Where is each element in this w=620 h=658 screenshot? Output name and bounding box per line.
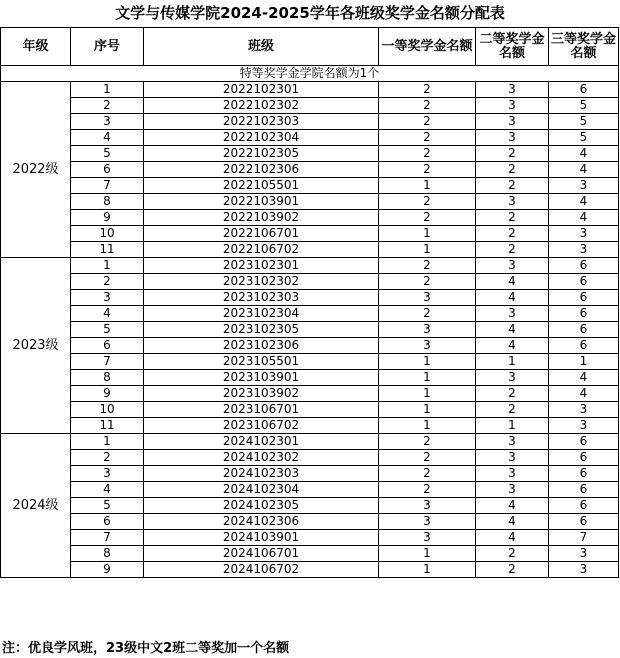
class-cell: 2023106701 <box>144 402 379 418</box>
class-cell: 2024102304 <box>144 482 379 498</box>
third-prize-cell: 6 <box>549 514 619 530</box>
third-prize-cell: 5 <box>549 98 619 114</box>
third-prize-cell: 4 <box>549 146 619 162</box>
class-cell: 2022103902 <box>144 210 379 226</box>
table-row <box>1 418 619 434</box>
second-prize-cell: 4 <box>476 514 549 530</box>
class-cell: 2022105501 <box>144 178 379 194</box>
table-row <box>1 498 619 514</box>
class-cell: 2024102301 <box>144 434 379 450</box>
seq-cell: 8 <box>71 370 144 386</box>
first-prize-cell: 3 <box>379 322 476 338</box>
first-prize-cell: 2 <box>379 98 476 114</box>
seq-cell: 10 <box>71 226 144 242</box>
second-prize-cell: 2 <box>476 162 549 178</box>
class-cell: 2024102306 <box>144 514 379 530</box>
seq-cell: 5 <box>71 146 144 162</box>
table-row <box>1 210 619 226</box>
table-row <box>1 370 619 386</box>
header-class: 班级 <box>144 28 379 66</box>
table-row <box>1 562 619 578</box>
header-second-prize: 二等奖学金名额 <box>476 28 549 66</box>
class-cell: 2023102301 <box>144 258 379 274</box>
third-prize-cell: 3 <box>549 226 619 242</box>
seq-cell: 4 <box>71 130 144 146</box>
seq-cell: 3 <box>71 290 144 306</box>
table-row <box>1 434 619 450</box>
second-prize-cell: 2 <box>476 562 549 578</box>
table-row <box>1 482 619 498</box>
class-cell: 2022106702 <box>144 242 379 258</box>
second-prize-cell: 2 <box>476 386 549 402</box>
third-prize-cell: 6 <box>549 258 619 274</box>
first-prize-cell: 3 <box>379 498 476 514</box>
first-prize-cell: 2 <box>379 162 476 178</box>
second-prize-cell: 3 <box>476 82 549 98</box>
class-cell: 2022102304 <box>144 130 379 146</box>
class-cell: 2022102306 <box>144 162 379 178</box>
second-prize-cell: 2 <box>476 210 549 226</box>
table-row <box>1 290 619 306</box>
seq-cell: 11 <box>71 418 144 434</box>
first-prize-cell: 1 <box>379 418 476 434</box>
seq-cell: 6 <box>71 162 144 178</box>
table-row <box>1 258 619 274</box>
second-prize-cell: 2 <box>476 546 549 562</box>
seq-cell: 5 <box>71 498 144 514</box>
class-cell: 2024102302 <box>144 450 379 466</box>
third-prize-cell: 6 <box>549 482 619 498</box>
second-prize-cell: 1 <box>476 354 549 370</box>
seq-cell: 9 <box>71 562 144 578</box>
second-prize-cell: 3 <box>476 434 549 450</box>
table-row <box>1 466 619 482</box>
class-cell: 2022103901 <box>144 194 379 210</box>
second-prize-cell: 3 <box>476 194 549 210</box>
class-cell: 2023105501 <box>144 354 379 370</box>
seq-cell: 6 <box>71 514 144 530</box>
third-prize-cell: 1 <box>549 354 619 370</box>
seq-cell: 2 <box>71 274 144 290</box>
seq-cell: 9 <box>71 210 144 226</box>
seq-cell: 3 <box>71 114 144 130</box>
third-prize-cell: 5 <box>549 114 619 130</box>
second-prize-cell: 3 <box>476 466 549 482</box>
seq-cell: 5 <box>71 322 144 338</box>
special-prize-row <box>1 66 619 82</box>
seq-cell: 9 <box>71 386 144 402</box>
seq-cell: 7 <box>71 530 144 546</box>
first-prize-cell: 2 <box>379 146 476 162</box>
seq-cell: 1 <box>71 82 144 98</box>
first-prize-cell: 2 <box>379 306 476 322</box>
seq-cell: 10 <box>71 402 144 418</box>
class-cell: 2023102303 <box>144 290 379 306</box>
third-prize-cell: 4 <box>549 370 619 386</box>
first-prize-cell: 2 <box>379 82 476 98</box>
first-prize-cell: 1 <box>379 242 476 258</box>
second-prize-cell: 4 <box>476 530 549 546</box>
class-cell: 2023106702 <box>144 418 379 434</box>
class-cell: 2022106701 <box>144 226 379 242</box>
second-prize-cell: 3 <box>476 98 549 114</box>
first-prize-cell: 2 <box>379 274 476 290</box>
table-row <box>1 114 619 130</box>
seq-cell: 7 <box>71 354 144 370</box>
table-row <box>1 98 619 114</box>
table-row <box>1 274 619 290</box>
first-prize-cell: 2 <box>379 258 476 274</box>
second-prize-cell: 1 <box>476 418 549 434</box>
seq-cell: 4 <box>71 482 144 498</box>
first-prize-cell: 2 <box>379 434 476 450</box>
page-title: 文学与传媒学院2024-2025学年各班级奖学金名额分配表 <box>115 4 505 22</box>
first-prize-cell: 1 <box>379 402 476 418</box>
table-row <box>1 130 619 146</box>
table-row <box>1 546 619 562</box>
table-row <box>1 194 619 210</box>
seq-cell: 1 <box>71 434 144 450</box>
class-cell: 2023102302 <box>144 274 379 290</box>
second-prize-cell: 2 <box>476 146 549 162</box>
seq-cell: 11 <box>71 242 144 258</box>
second-prize-cell: 4 <box>476 498 549 514</box>
class-cell: 2023103902 <box>144 386 379 402</box>
seq-cell: 7 <box>71 178 144 194</box>
grade-cell: 2024级 <box>1 434 71 578</box>
second-prize-cell: 4 <box>476 290 549 306</box>
first-prize-cell: 2 <box>379 466 476 482</box>
first-prize-cell: 2 <box>379 210 476 226</box>
second-prize-cell: 4 <box>476 338 549 354</box>
first-prize-cell: 1 <box>379 386 476 402</box>
third-prize-cell: 6 <box>549 338 619 354</box>
second-prize-cell: 3 <box>476 258 549 274</box>
seq-cell: 2 <box>71 98 144 114</box>
first-prize-cell: 1 <box>379 178 476 194</box>
third-prize-cell: 3 <box>549 178 619 194</box>
class-cell: 2022102301 <box>144 82 379 98</box>
first-prize-cell: 2 <box>379 482 476 498</box>
special-prize-note: 特等奖学金学院名额为1个 <box>1 66 619 82</box>
first-prize-cell: 3 <box>379 338 476 354</box>
first-prize-cell: 2 <box>379 194 476 210</box>
third-prize-cell: 6 <box>549 498 619 514</box>
table-body <box>1 66 619 578</box>
class-cell: 2022102303 <box>144 114 379 130</box>
class-cell: 2024103901 <box>144 530 379 546</box>
first-prize-cell: 2 <box>379 114 476 130</box>
third-prize-cell: 4 <box>549 194 619 210</box>
table-row <box>1 450 619 466</box>
first-prize-cell: 2 <box>379 130 476 146</box>
table-row <box>1 162 619 178</box>
second-prize-cell: 4 <box>476 322 549 338</box>
second-prize-cell: 2 <box>476 178 549 194</box>
seq-cell: 4 <box>71 306 144 322</box>
third-prize-cell: 6 <box>549 450 619 466</box>
header-first-prize: 一等奖学金名额 <box>379 28 476 66</box>
third-prize-cell: 3 <box>549 402 619 418</box>
table-row <box>1 338 619 354</box>
seq-cell: 6 <box>71 338 144 354</box>
table-row <box>1 242 619 258</box>
header-seq: 序号 <box>71 28 144 66</box>
second-prize-cell: 3 <box>476 306 549 322</box>
class-cell: 2023102304 <box>144 306 379 322</box>
table-row <box>1 530 619 546</box>
third-prize-cell: 7 <box>549 530 619 546</box>
class-cell: 2023102305 <box>144 322 379 338</box>
table-row <box>1 386 619 402</box>
third-prize-cell: 4 <box>549 162 619 178</box>
seq-cell: 8 <box>71 546 144 562</box>
first-prize-cell: 3 <box>379 290 476 306</box>
third-prize-cell: 4 <box>549 210 619 226</box>
first-prize-cell: 1 <box>379 562 476 578</box>
table-row <box>1 226 619 242</box>
class-cell: 2024102305 <box>144 498 379 514</box>
class-cell: 2023103901 <box>144 370 379 386</box>
seq-cell: 3 <box>71 466 144 482</box>
header-grade: 年级 <box>1 28 71 66</box>
second-prize-cell: 2 <box>476 242 549 258</box>
seq-cell: 8 <box>71 194 144 210</box>
header-third-prize: 三等奖学金名额 <box>549 28 619 66</box>
first-prize-cell: 1 <box>379 370 476 386</box>
second-prize-cell: 2 <box>476 226 549 242</box>
second-prize-cell: 3 <box>476 114 549 130</box>
second-prize-cell: 3 <box>476 130 549 146</box>
class-cell: 2024106702 <box>144 562 379 578</box>
third-prize-cell: 6 <box>549 290 619 306</box>
third-prize-cell: 6 <box>549 322 619 338</box>
table-row <box>1 322 619 338</box>
class-cell: 2022102302 <box>144 98 379 114</box>
second-prize-cell: 3 <box>476 370 549 386</box>
table-row <box>1 514 619 530</box>
third-prize-cell: 6 <box>549 306 619 322</box>
table-row <box>1 146 619 162</box>
table-row <box>1 178 619 194</box>
class-cell: 2023102306 <box>144 338 379 354</box>
second-prize-cell: 3 <box>476 450 549 466</box>
third-prize-cell: 3 <box>549 418 619 434</box>
grade-cell: 2023级 <box>1 258 71 434</box>
first-prize-cell: 3 <box>379 530 476 546</box>
third-prize-cell: 6 <box>549 274 619 290</box>
third-prize-cell: 6 <box>549 466 619 482</box>
third-prize-cell: 6 <box>549 82 619 98</box>
table-header-row <box>1 28 619 66</box>
second-prize-cell: 3 <box>476 482 549 498</box>
scholarship-table <box>0 27 619 578</box>
footnote: 注：优良学风班，23级中文2班二等奖加一个名额 <box>2 641 290 656</box>
table-row <box>1 354 619 370</box>
seq-cell: 1 <box>71 258 144 274</box>
grade-cell: 2022级 <box>1 82 71 258</box>
third-prize-cell: 3 <box>549 242 619 258</box>
first-prize-cell: 1 <box>379 354 476 370</box>
class-cell: 2024102303 <box>144 466 379 482</box>
class-cell: 2022102305 <box>144 146 379 162</box>
second-prize-cell: 4 <box>476 274 549 290</box>
class-cell: 2024106701 <box>144 546 379 562</box>
third-prize-cell: 3 <box>549 546 619 562</box>
first-prize-cell: 2 <box>379 450 476 466</box>
second-prize-cell: 2 <box>476 402 549 418</box>
third-prize-cell: 5 <box>549 130 619 146</box>
third-prize-cell: 6 <box>549 434 619 450</box>
third-prize-cell: 4 <box>549 386 619 402</box>
first-prize-cell: 1 <box>379 546 476 562</box>
table-row <box>1 306 619 322</box>
first-prize-cell: 3 <box>379 514 476 530</box>
third-prize-cell: 3 <box>549 562 619 578</box>
table-row <box>1 82 619 98</box>
seq-cell: 2 <box>71 450 144 466</box>
first-prize-cell: 1 <box>379 226 476 242</box>
table-row <box>1 402 619 418</box>
